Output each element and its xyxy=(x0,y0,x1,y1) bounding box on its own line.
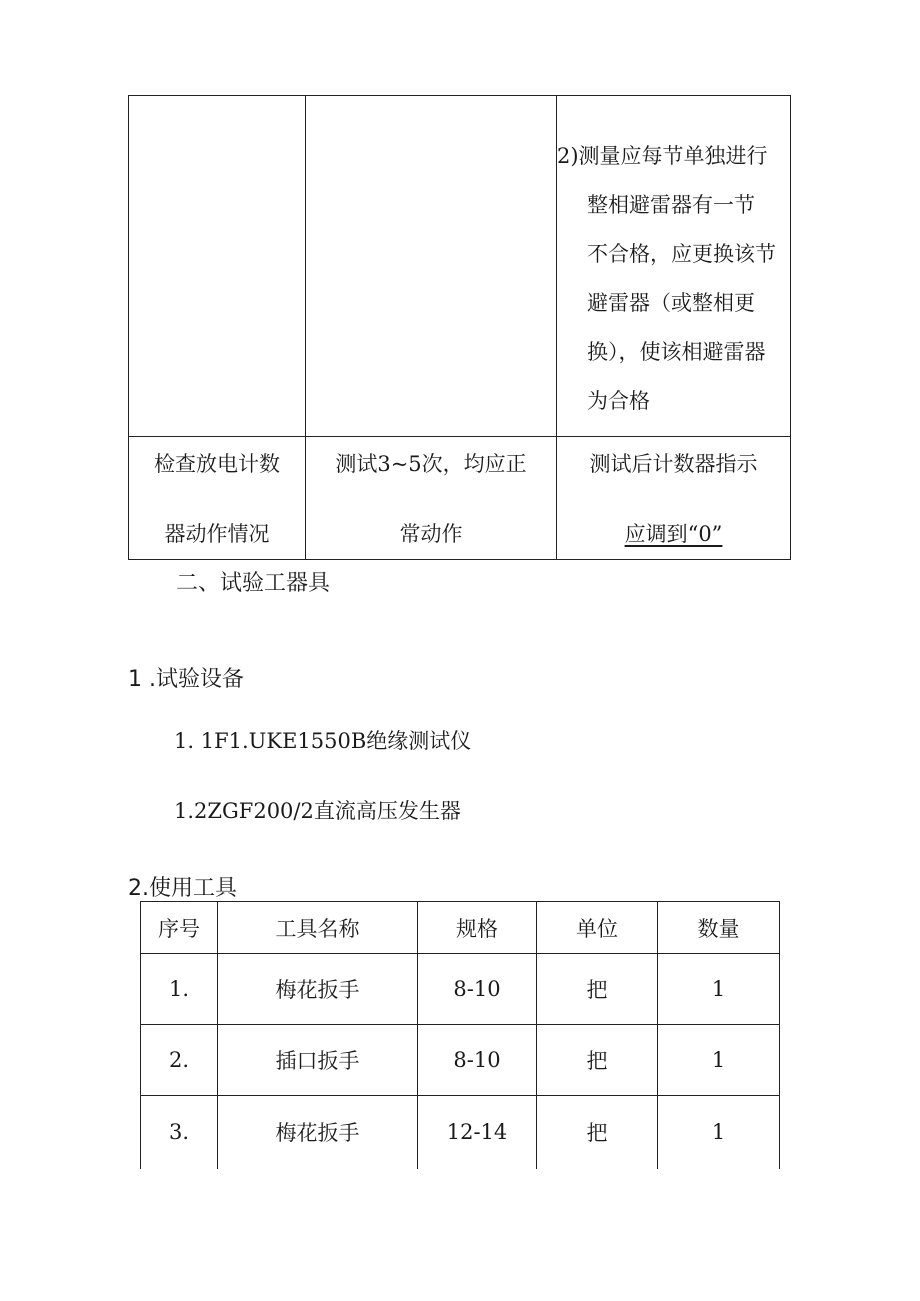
table-cell: 1 xyxy=(658,954,780,1025)
item-cell xyxy=(129,437,306,560)
inspection-table xyxy=(128,95,791,560)
table-cell: 3. xyxy=(141,1096,218,1169)
table-row xyxy=(129,437,791,560)
table-cell: 2. xyxy=(141,1025,218,1096)
table-cell: 1 xyxy=(658,1096,780,1169)
table-cell: 1. xyxy=(141,954,218,1025)
table-cell: 把 xyxy=(537,1096,658,1169)
tools-title: 2.使用工具 xyxy=(128,876,237,901)
table-cell: 12-14 xyxy=(418,1096,537,1169)
method-text: 常动作 xyxy=(399,522,463,546)
table-cell: 梅花扳手 xyxy=(218,1096,418,1169)
requirement-line: 2)测量应每节单独进行 xyxy=(557,144,768,168)
requirement-line: 不合格，应更换该节 xyxy=(587,242,776,266)
requirement-text: 应调到“0” xyxy=(624,522,723,546)
requirement-line: 整相避雷器有一节 xyxy=(587,193,755,217)
table-cell: 8-10 xyxy=(418,1025,537,1096)
requirement-line: 为合格 xyxy=(587,389,650,413)
section-title: 二、试验工器具 xyxy=(176,571,331,596)
table-cell: 插口扳手 xyxy=(218,1025,418,1096)
table-row xyxy=(141,1096,780,1169)
table-cell: 1 xyxy=(658,1025,780,1096)
equipment-item: 1. 1F1.UKE1550B绝缘测试仪 xyxy=(174,729,472,753)
table-cell: 把 xyxy=(537,1025,658,1096)
item-cell xyxy=(129,96,306,437)
column-header: 规格 xyxy=(418,902,537,954)
table-cell: 梅花扳手 xyxy=(218,954,418,1025)
equipment-item: 1.2ZGF200/2直流高压发生器 xyxy=(174,799,461,823)
method-text: 测试3~5次，均应正 xyxy=(335,452,527,476)
equipment-title: 1 .试验设备 xyxy=(128,667,244,692)
method-cell xyxy=(306,96,557,437)
table-header-row xyxy=(141,902,780,954)
item-text: 检查放电计数 xyxy=(154,452,280,476)
item-text: 器动作情况 xyxy=(164,522,270,546)
requirement-line: 避雷器（或整相更 xyxy=(587,291,755,315)
column-header: 数量 xyxy=(658,902,780,954)
column-header: 工具名称 xyxy=(218,902,418,954)
requirement-text: 测试后计数器指示 xyxy=(589,452,758,476)
tools-table xyxy=(140,901,780,1169)
table-cell: 把 xyxy=(537,954,658,1025)
column-header: 单位 xyxy=(537,902,658,954)
method-cell xyxy=(306,437,557,560)
table-row xyxy=(141,954,780,1025)
column-header: 序号 xyxy=(141,902,218,954)
table-row xyxy=(129,96,791,437)
requirement-cell xyxy=(557,96,791,437)
requirement-cell xyxy=(557,437,791,560)
table-row xyxy=(141,1025,780,1096)
requirement-line: 换），使该相避雷器 xyxy=(587,340,766,364)
table-cell: 8-10 xyxy=(418,954,537,1025)
